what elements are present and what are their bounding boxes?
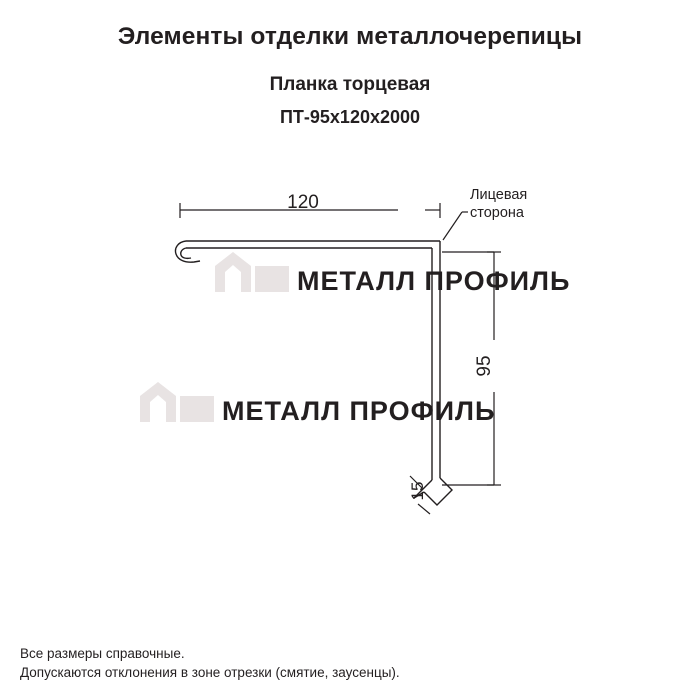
dimension-label-95: 95 [474,355,495,377]
dimension-label-120: 120 [287,192,319,213]
product-name: Планка торцевая [269,74,431,95]
footer-line-1: Все размеры справочные. [20,646,185,661]
product-code: ПТ-95х120х2000 [279,107,421,127]
svg-text:МЕТАЛЛ ПРОФИЛЬ: МЕТАЛЛ ПРОФИЛЬ [222,396,496,426]
svg-text:МЕТАЛЛ ПРОФИЛЬ: МЕТАЛЛ ПРОФИЛЬ [297,266,571,296]
annotation-face-side-line1: Лицевая [470,187,528,203]
annotation-face-side-line2: сторона [470,205,524,221]
footer-line-2: Допускаются отклонения в зоне отрезки (смятие, заусенцы). [20,665,400,680]
footer-notes [20,644,400,682]
page-title: Элементы отделки металлочерепицы [117,23,583,50]
dimension-label-15: 15 [408,481,427,501]
